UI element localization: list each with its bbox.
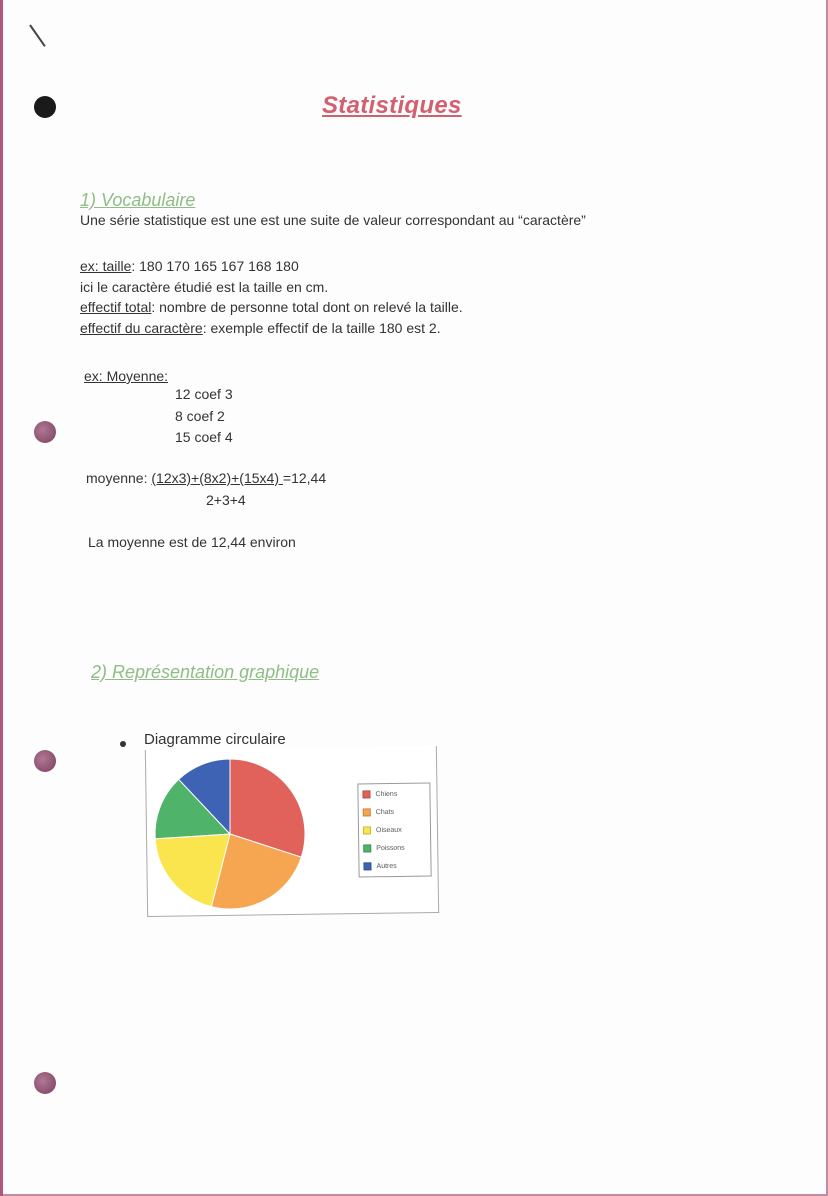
moyenne-result: =12,44 bbox=[282, 470, 327, 486]
coef-line: 15 coef 4 bbox=[175, 429, 233, 445]
punch-hole bbox=[34, 750, 56, 772]
section-heading-vocabulaire: 1) Vocabulaire bbox=[80, 190, 196, 210]
legend-item bbox=[363, 826, 402, 835]
legend-item bbox=[362, 790, 397, 798]
punch-hole bbox=[34, 421, 56, 443]
legend-item bbox=[363, 844, 405, 853]
effectif-total-label: effectif total bbox=[80, 299, 152, 315]
legend-item bbox=[363, 862, 396, 870]
moyenne-formula bbox=[86, 470, 326, 486]
moyenne-denominator: 2+3+4 bbox=[206, 492, 246, 508]
legend-swatch bbox=[363, 826, 371, 834]
effectif-caractere-line bbox=[80, 320, 441, 336]
effectif-total-line bbox=[80, 299, 463, 315]
coef-line: 12 coef 3 bbox=[175, 386, 233, 402]
legend-label: Chats bbox=[375, 808, 395, 817]
example-taille bbox=[80, 258, 299, 274]
chart-legend bbox=[357, 782, 431, 877]
bullet-dot bbox=[120, 741, 126, 747]
section-heading-representation: 2) Représentation graphique bbox=[91, 662, 320, 682]
caractere-line: ici le caractère étudié est la taille en cm. bbox=[80, 279, 329, 295]
pen-mark bbox=[29, 24, 46, 46]
bullet-diagramme: Diagramme circulaire bbox=[144, 731, 286, 748]
effectif-caractere-label: effectif du caractère bbox=[80, 320, 203, 336]
legend-swatch bbox=[363, 844, 371, 852]
legend-swatch bbox=[363, 862, 371, 870]
legend-label: Autres bbox=[376, 862, 397, 871]
legend-label: Chiens bbox=[375, 790, 398, 799]
legend-item bbox=[363, 808, 394, 816]
coef-line: 8 coef 2 bbox=[175, 408, 225, 424]
moyenne-conclusion: La moyenne est de 12,44 environ bbox=[88, 534, 296, 550]
punch-hole bbox=[34, 1072, 56, 1094]
example-values: : 180 170 165 167 168 180 bbox=[131, 258, 299, 274]
pie-chart bbox=[151, 756, 311, 916]
moyenne-example-label: ex: Moyenne: bbox=[84, 368, 169, 384]
page-title: Statistiques bbox=[322, 92, 462, 119]
effectif-caractere-text: : exemple effectif de la taille 180 est 2. bbox=[202, 320, 441, 336]
effectif-total-text: : nombre de personne total dont on relevé la taille. bbox=[151, 299, 463, 315]
example-label: ex: taille bbox=[80, 258, 132, 274]
intro-text: Une série statistique est une est une suite de valeur correspondant au “caractère” bbox=[80, 212, 586, 228]
punch-hole bbox=[34, 96, 56, 118]
moyenne-prefix: moyenne: bbox=[86, 470, 152, 486]
moyenne-numerator: (12x3)+(8x2)+(15x4) bbox=[151, 470, 283, 486]
legend-swatch bbox=[363, 808, 371, 816]
legend-label: Poissons bbox=[376, 844, 405, 853]
legend-label: Oiseaux bbox=[375, 826, 402, 835]
legend-swatch bbox=[362, 790, 370, 798]
